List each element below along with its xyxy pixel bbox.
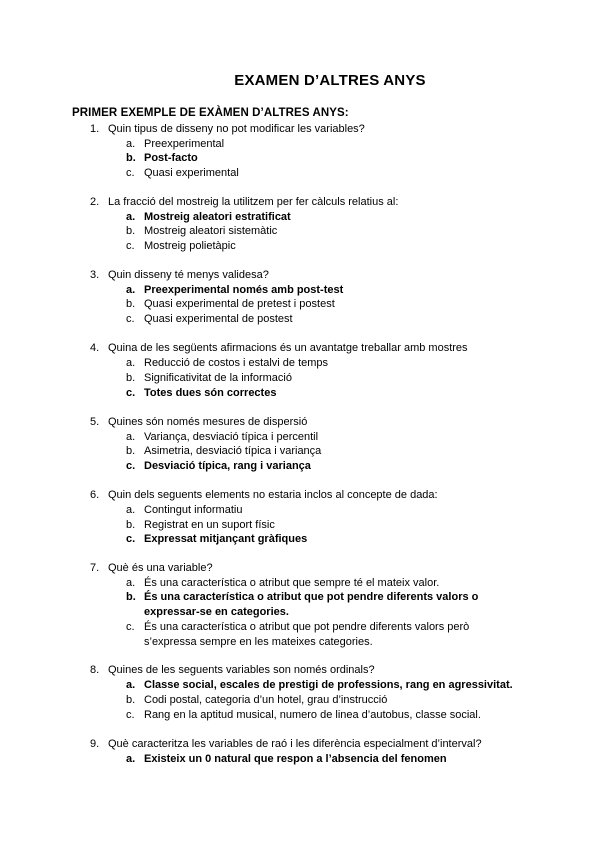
option-text: Rang en la aptitud musical, numero de linea d’autobus, classe social. xyxy=(144,709,481,721)
option-text: Mostreig aleatori sistemàtic xyxy=(144,225,278,237)
question-5-option-c xyxy=(126,459,526,474)
question-text: Què caracteritza les variables de raó i les diferència especialment d’interval? xyxy=(108,738,482,750)
option-letter: c. xyxy=(126,709,135,721)
question-text: Quin dels seguents elements no estaria inclos al concepte de dada: xyxy=(108,489,438,501)
option-letter: b. xyxy=(126,445,136,457)
question-number: 6. xyxy=(90,489,100,501)
question-5-option-a xyxy=(126,430,526,445)
option-letter: c. xyxy=(126,240,135,252)
option-letter: c. xyxy=(126,167,135,179)
question-9-option-a xyxy=(126,752,526,767)
option-text: Codi postal, categoria d’un hotel, grau d’instrucció xyxy=(144,694,388,706)
question-text: Quin disseny té menys validesa? xyxy=(108,269,269,281)
question-text: Quina de les següents afirmacions és un avantatge treballar amb mostres xyxy=(108,342,468,354)
option-text: Mostreig polietàpic xyxy=(144,240,236,252)
option-text: Asimetria, desviació típica i variança xyxy=(144,445,322,457)
question-8-option-a xyxy=(126,678,566,693)
option-letter: a. xyxy=(126,753,136,765)
question-4-option-c xyxy=(126,386,526,401)
option-letter: a. xyxy=(126,138,136,150)
option-text: Quasi experimental de postest xyxy=(144,313,293,325)
question-8-option-c xyxy=(126,708,526,723)
question-number: 9. xyxy=(90,738,100,750)
question-3-option-a xyxy=(126,283,526,298)
question-3-option-b xyxy=(126,297,526,312)
question-6 xyxy=(90,488,438,502)
question-text: La fracció del mostreig la utilitzem per fer càlculs relatius al: xyxy=(108,196,399,208)
option-letter: b. xyxy=(126,225,136,237)
option-text: Variança, desviació típica i percentil xyxy=(144,431,319,443)
question-1 xyxy=(90,122,365,136)
question-8 xyxy=(90,663,375,677)
question-number: 1. xyxy=(90,123,100,135)
option-letter: b. xyxy=(126,298,136,310)
option-text: Post-facto xyxy=(144,152,198,164)
option-letter: b. xyxy=(126,519,136,531)
question-number: 5. xyxy=(90,416,100,428)
option-text: Quasi experimental de pretest i postest xyxy=(144,298,335,310)
question-6-option-a xyxy=(126,503,526,518)
option-text: És una característica o atribut que sempre té el mateix valor. xyxy=(144,577,440,589)
option-text: És una característica o atribut que pot pendre diferents valors però s’expressa sempre en les mateixes categories. xyxy=(144,621,470,648)
option-letter: c. xyxy=(126,313,135,325)
option-text: Reducció de costos i estalvi de temps xyxy=(144,357,329,369)
question-1-option-c xyxy=(126,166,526,181)
question-4 xyxy=(90,341,468,355)
question-7-option-c xyxy=(126,620,488,649)
question-2-option-b xyxy=(126,224,526,239)
option-letter: b. xyxy=(126,152,136,164)
option-text: És una característica o atribut que pot pendre diferents valors o expressar-se en categories. xyxy=(144,591,479,618)
option-letter: a. xyxy=(126,504,136,516)
question-4-option-b xyxy=(126,371,526,386)
question-text: Quines són només mesures de dispersió xyxy=(108,416,308,428)
question-8-option-b xyxy=(126,693,526,708)
question-5 xyxy=(90,415,307,429)
question-text: Quines de les seguents variables son només ordinals? xyxy=(108,664,375,676)
option-letter: a. xyxy=(126,357,136,369)
document-title: EXAMEN D’ALTRES ANYS xyxy=(234,72,426,89)
option-letter: a. xyxy=(126,284,136,296)
question-6-option-b xyxy=(126,518,526,533)
question-number: 3. xyxy=(90,269,100,281)
option-text: Mostreig aleatori estratificat xyxy=(144,211,291,223)
option-text: Classe social, escales de prestigi de professions, rang en agressivitat. xyxy=(144,679,513,691)
question-4-option-a xyxy=(126,356,526,371)
question-3-option-c xyxy=(126,312,526,327)
option-letter: b. xyxy=(126,591,136,603)
option-letter: b. xyxy=(126,694,136,706)
question-number: 4. xyxy=(90,342,100,354)
option-text: Preexperimental xyxy=(144,138,225,150)
option-letter: c. xyxy=(126,533,136,545)
option-text: Preexperimental només amb post-test xyxy=(144,284,344,296)
option-text: Quasi experimental xyxy=(144,167,239,179)
option-letter: a. xyxy=(126,211,136,223)
question-text: Quin tipus de disseny no pot modificar les variables? xyxy=(108,123,365,135)
question-2-option-a xyxy=(126,210,526,225)
option-text: Significativitat de la informació xyxy=(144,372,292,384)
option-text: Desviació típica, rang i variança xyxy=(144,460,311,472)
option-text: Totes dues són correctes xyxy=(144,387,277,399)
option-letter: c. xyxy=(126,460,136,472)
question-5-option-b xyxy=(126,444,526,459)
question-text: Què és una variable? xyxy=(108,562,213,574)
question-3 xyxy=(90,268,269,282)
question-9 xyxy=(90,737,482,751)
question-2 xyxy=(90,195,398,209)
question-1-option-a xyxy=(126,137,526,152)
option-letter: a. xyxy=(126,431,136,443)
question-7-option-b xyxy=(126,590,496,619)
question-6-option-c xyxy=(126,532,526,547)
option-letter: a. xyxy=(126,679,136,691)
question-number: 2. xyxy=(90,196,100,208)
question-number: 8. xyxy=(90,664,100,676)
option-text: Registrat en un suport físic xyxy=(144,519,275,531)
question-7-option-a xyxy=(126,576,526,591)
option-letter: a. xyxy=(126,577,136,589)
option-text: Existeix un 0 natural que respon a l’absencia del fenomen xyxy=(144,753,447,765)
question-2-option-c xyxy=(126,239,526,254)
question-number: 7. xyxy=(90,562,100,574)
option-letter: c. xyxy=(126,387,136,399)
option-text: Contingut informatiu xyxy=(144,504,243,516)
option-letter: b. xyxy=(126,372,136,384)
question-7 xyxy=(90,561,213,575)
option-text: Expressat mitjançant gràfiques xyxy=(144,533,308,545)
question-1-option-b xyxy=(126,151,526,166)
option-letter: c. xyxy=(126,621,135,633)
section-heading: PRIMER EXEMPLE DE EXÀMEN D’ALTRES ANYS: xyxy=(72,107,349,119)
